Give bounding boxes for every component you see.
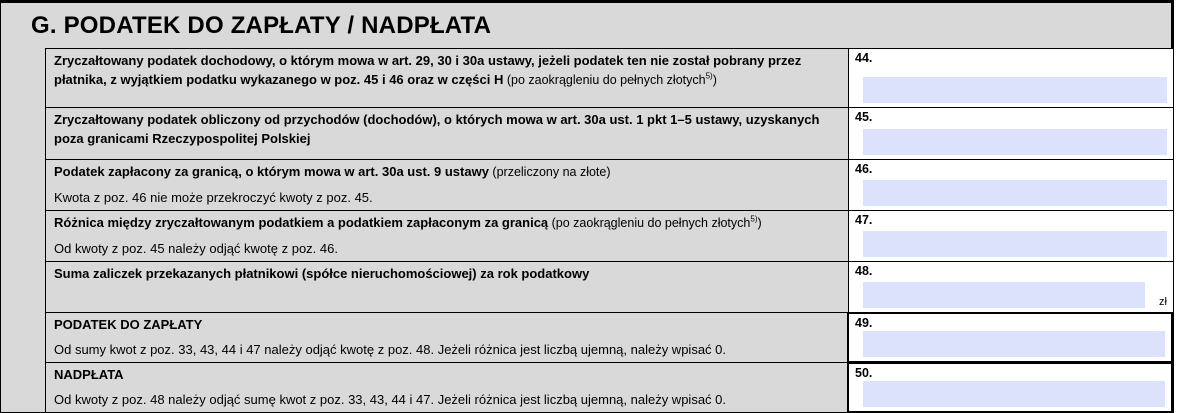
row-47-footnote: 5): [750, 214, 758, 224]
row-46-label: Podatek zapłacony za granicą, o którym mowa w art. 30a ust. 9 ustawy: [54, 164, 489, 179]
field-44-number: 44.: [855, 51, 873, 65]
field-50: [847, 362, 1173, 413]
section-title: G. PODATEK DO ZAPŁATY / NADPŁATA: [31, 12, 492, 39]
field-47-number: 47.: [855, 213, 873, 227]
row-47-note: Od kwoty z poz. 45 należy odjąć kwotę z poz. 46.: [54, 241, 338, 256]
row-46-description: [45, 160, 848, 210]
field-46-number: 46.: [855, 162, 873, 176]
row-47-label-tail: (po zaokrągleniu do pełnych złotych: [548, 216, 751, 230]
row-47-label-close: ): [757, 216, 762, 230]
row-50-label: NADPŁATA: [54, 367, 124, 382]
row-48: [45, 261, 1173, 312]
field-47: [848, 211, 1173, 261]
row-44-label-tail: (po zaokrągleniu do pełnych złotych: [503, 73, 706, 87]
field-47-input[interactable]: [863, 231, 1167, 257]
row-44: [45, 48, 1173, 107]
field-44-input[interactable]: [863, 77, 1167, 103]
field-48: [848, 262, 1173, 312]
row-50-description: [45, 363, 848, 412]
row-50: [45, 362, 1173, 412]
field-50-number: 50.: [855, 366, 873, 380]
row-44-label-close: ): [712, 73, 717, 87]
field-49: [847, 312, 1173, 363]
field-49-number: 49.: [855, 316, 873, 330]
row-49-label: PODATEK DO ZAPŁATY: [54, 317, 203, 332]
row-48-label: Suma zaliczek przekazanych płatnikowi (spółce nieruchomościowej) za rok podatkowy: [54, 266, 590, 281]
field-49-input[interactable]: [863, 331, 1165, 357]
row-46: [45, 159, 1173, 210]
row-47: [45, 210, 1173, 261]
row-49-description: [45, 313, 848, 362]
row-45-label: Zryczałtowany podatek obliczony od przychodów (dochodów), o których mowa w art. 30a ust. 1 pkt 1–5 ustawy, uzyskanych poza granicami Rzeczypospolitej Polskiej: [54, 112, 820, 146]
row-50-note: Od kwoty z poz. 48 należy odjąć sumę kwot z poz. 33, 43, 44 i 47. Jeżeli różnica jest liczbą ujemną, należy wpisać 0.: [54, 392, 727, 407]
row-49: [45, 312, 1173, 362]
field-50-input[interactable]: [863, 381, 1165, 407]
row-46-note: Kwota z poz. 46 nie może przekroczyć kwoty z poz. 45.: [54, 190, 373, 205]
row-47-description: [45, 211, 848, 261]
field-44: [848, 49, 1173, 107]
row-49-note: Od sumy kwot z poz. 33, 43, 44 i 47 należy odjąć kwotę z poz. 48. Jeżeli różnica jest liczbą ujemną, należy wpisać 0.: [54, 342, 727, 357]
field-48-input[interactable]: [863, 282, 1145, 308]
field-45-number: 45.: [855, 110, 873, 124]
row-44-footnote: 5): [705, 71, 713, 81]
field-45-input[interactable]: [863, 129, 1167, 155]
currency-unit: zł: [1159, 296, 1167, 308]
row-44-description: [45, 49, 848, 107]
field-46-input[interactable]: [863, 180, 1167, 206]
row-46-label-tail: (przeliczony na złote): [488, 165, 611, 179]
field-45: [848, 108, 1173, 159]
row-48-description: [45, 262, 848, 312]
row-45: [45, 107, 1173, 159]
field-46: [848, 160, 1173, 210]
field-48-number: 48.: [855, 264, 873, 278]
row-44-label: Zryczałtowany podatek dochodowy, o którym mowa w art. 29, 30 i 30a ustawy, jeżeli podatek ten nie został pobrany przez płatnika, z wyjątkiem podatku wykazanego w poz. 45 i 46 oraz w części H: [54, 53, 802, 87]
row-47-label: Różnica między zryczałtowanym podatkiem a podatkiem zapłaconym za granicą: [54, 215, 549, 230]
row-45-description: [45, 108, 848, 159]
